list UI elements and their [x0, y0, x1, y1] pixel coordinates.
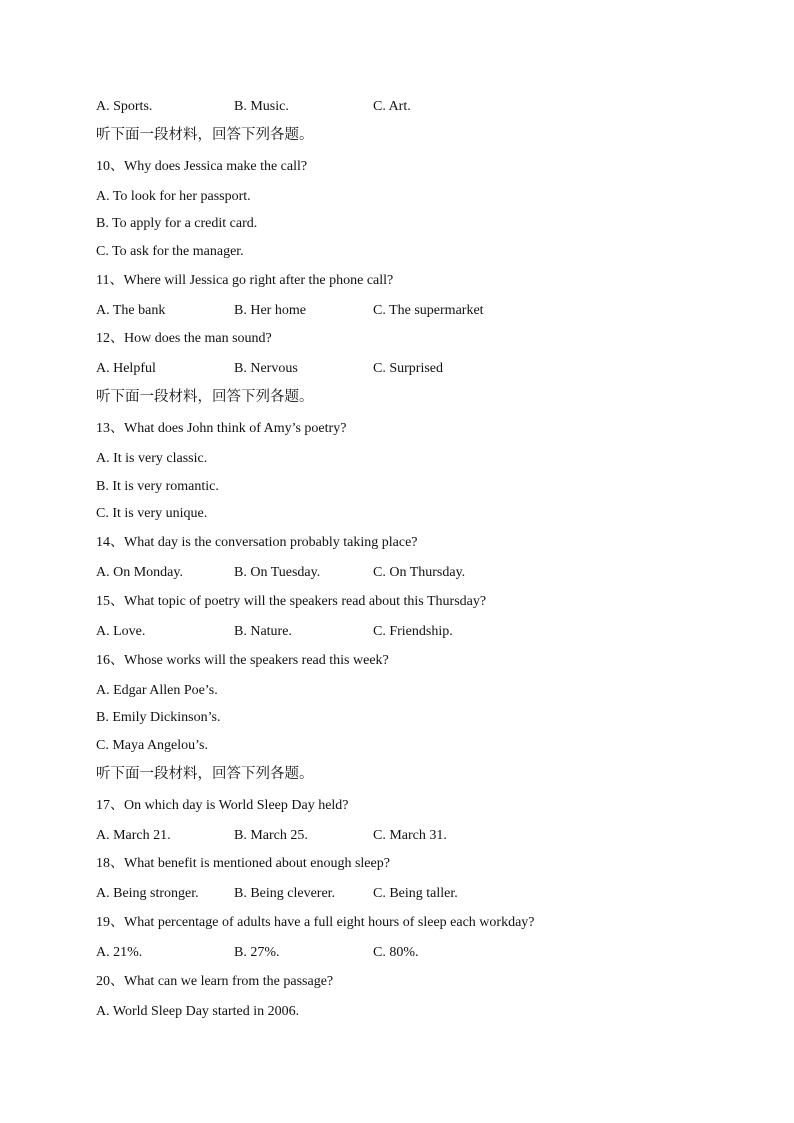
- answer-option: C. Art.: [373, 99, 411, 114]
- answer-option: B. Emily Dickinson’s.: [96, 710, 221, 725]
- question-text: 16、Whose works will the speakers read this week?: [96, 653, 389, 668]
- answer-option: C. Friendship.: [373, 624, 453, 639]
- answer-option: A. To look for her passport.: [96, 189, 251, 204]
- answer-option: A. Being stronger.: [96, 886, 199, 901]
- answer-option: B. Her home: [234, 303, 306, 318]
- question-text: 15、What topic of poetry will the speakers read about this Thursday?: [96, 594, 487, 609]
- section-instruction: 听下面一段材料，回答下列各题。: [96, 389, 314, 405]
- question-text: 19、What percentage of adults have a full eight hours of sleep each workday?: [96, 915, 535, 930]
- answer-option: A. World Sleep Day started in 2006.: [96, 1004, 300, 1019]
- answer-option: A. It is very classic.: [96, 451, 208, 466]
- question-text: 14、What day is the conversation probably taking place?: [96, 535, 418, 550]
- answer-option: C. To ask for the manager.: [96, 244, 244, 259]
- answer-option: A. Helpful: [96, 361, 156, 376]
- answer-option: C. Maya Angelou’s.: [96, 738, 208, 753]
- answer-option: C. It is very unique.: [96, 506, 208, 521]
- answer-option: A. Sports.: [96, 99, 153, 114]
- question-text: 17、On which day is World Sleep Day held?: [96, 798, 349, 813]
- answer-option: A. The bank: [96, 303, 166, 318]
- answer-option: A. Edgar Allen Poe’s.: [96, 683, 218, 698]
- question-text: 20、What can we learn from the passage?: [96, 974, 334, 989]
- question-text: 10、Why does Jessica make the call?: [96, 159, 308, 174]
- answer-option: A. Love.: [96, 624, 146, 639]
- section-instruction: 听下面一段材料，回答下列各题。: [96, 766, 314, 782]
- answer-option: B. Nature.: [234, 624, 292, 639]
- answer-option: B. To apply for a credit card.: [96, 216, 258, 231]
- answer-option: C. 80%.: [373, 945, 419, 960]
- answer-option: B. Nervous: [234, 361, 298, 376]
- question-text: 13、What does John think of Amy’s poetry?: [96, 421, 347, 436]
- section-instruction: 听下面一段材料，回答下列各题。: [96, 127, 314, 143]
- answer-option: C. Surprised: [373, 361, 443, 376]
- question-text: 11、Where will Jessica go right after the phone call?: [96, 273, 394, 288]
- answer-option: C. On Thursday.: [373, 565, 466, 580]
- answer-option: B. 27%.: [234, 945, 280, 960]
- answer-option: A. On Monday.: [96, 565, 183, 580]
- question-text: 12、How does the man sound?: [96, 331, 272, 346]
- answer-option: B. Being cleverer.: [234, 886, 336, 901]
- answer-option: B. It is very romantic.: [96, 479, 219, 494]
- question-text: 18、What benefit is mentioned about enough sleep?: [96, 856, 390, 871]
- answer-option: B. Music.: [234, 99, 289, 114]
- answer-option: C. Being taller.: [373, 886, 458, 901]
- answer-option: A. March 21.: [96, 828, 171, 843]
- answer-option: A. 21%.: [96, 945, 143, 960]
- answer-option: B. On Tuesday.: [234, 565, 321, 580]
- answer-option: C. March 31.: [373, 828, 447, 843]
- answer-option: C. The supermarket: [373, 303, 484, 318]
- answer-option: B. March 25.: [234, 828, 308, 843]
